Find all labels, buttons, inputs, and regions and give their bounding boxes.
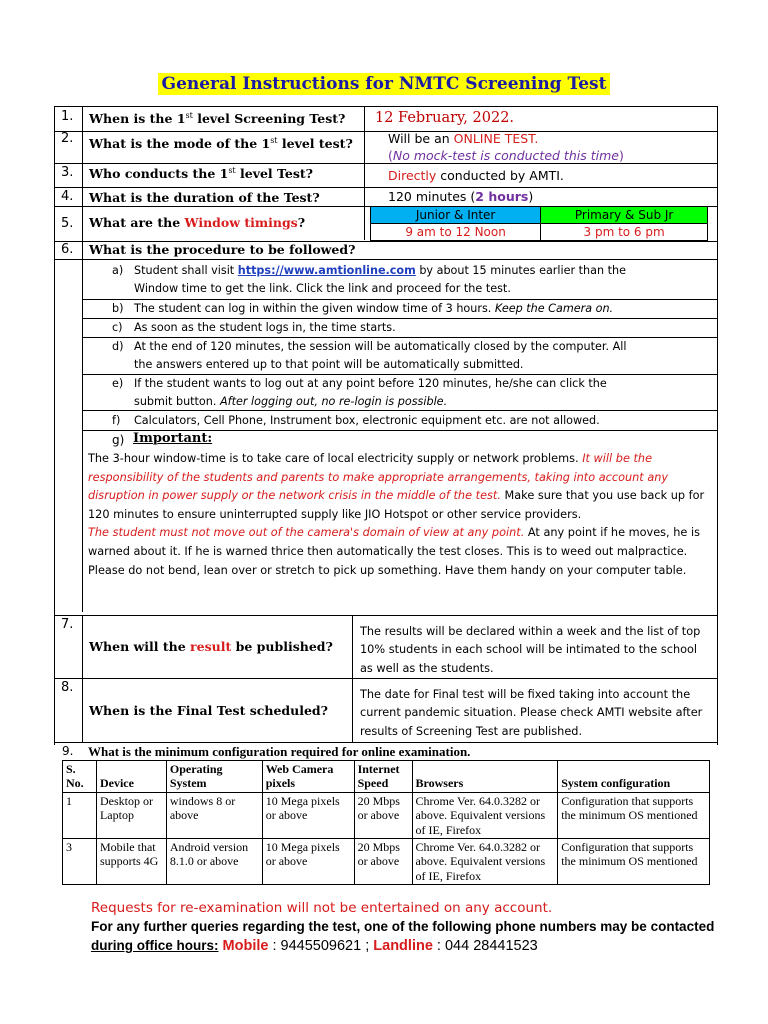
row-divider — [54, 163, 718, 164]
procedure-item-b: The student can log in within the given window time of 3 hours. Keep the Camera on. — [134, 302, 614, 315]
header-system-config: System configuration — [558, 761, 710, 793]
procedure-letter: e) — [112, 377, 124, 390]
procedure-item-a: Student shall visit https://www.amtionline.com by about 15 minutes earlier than the — [134, 264, 627, 277]
question-test-mode: What is the mode of the 1st level test? — [89, 136, 353, 152]
row-number: 9. — [62, 744, 74, 758]
mobile-number: : 9445509621 ; — [268, 938, 374, 954]
answer-result: The results will be declared within a week and the list of top 10% students in each school will be intimated to the school as well as the students. — [360, 625, 701, 675]
page-title — [0, 74, 768, 94]
row-number: 6. — [61, 242, 74, 257]
header-browsers: Browsers — [412, 761, 558, 793]
row-number: 7. — [61, 617, 74, 632]
window-header-primary-subjr: Primary & Sub Jr — [541, 207, 708, 224]
table-cell: 3 — [63, 839, 97, 885]
table-cell: Chrome Ver. 64.0.3282 or above. Equivalent versions of IE, Firefox — [412, 839, 558, 885]
header-camera: Web Camera pixels — [262, 761, 354, 793]
answer-duration: 120 minutes (2 hours) — [388, 189, 534, 204]
important-text: The 3-hour window-time is to take care of local electricity supply or network problems. It will be the responsibility of the students and parents to make appropriate arrangements, taking into account any disruption in power supply or the network crisis in the middle of the test. Make sure that you use back up for 120 minutes to ensure uninterrupted supply like JIO Hotspot or other service providers. The student must not move out of the camera's domain of view at any point. At any point if he moves, he is warned about it. If he is warned thrice then automatically the test closes. This is to weed out malpractice. Please do not bend, lean over or stretch to pick up something. Have them handy on your computer table. — [88, 452, 705, 577]
row-number: 3. — [61, 165, 74, 180]
question-conducted-by: Who conducts the 1st level Test? — [89, 166, 313, 182]
procedure-letter: g) — [112, 433, 125, 447]
row-number: 8. — [61, 680, 74, 695]
header-os: Operating System — [166, 761, 262, 793]
office-hours-label: during office hours: — [91, 938, 219, 953]
procedure-item-d-cont: the answers entered up to that point will be automatically submitted. — [134, 358, 524, 371]
table-cell: 1 — [63, 792, 97, 838]
header-speed: Internet Speed — [354, 761, 412, 793]
number-column-divider-lower — [82, 616, 83, 742]
question-screening-date: When is the 1st level Screening Test? — [89, 111, 346, 127]
answer-screening-date: 12 February, 2022. — [375, 110, 515, 126]
question-result: When will the result be published? — [89, 639, 333, 654]
row-divider — [54, 742, 718, 743]
procedure-letter: f) — [112, 414, 121, 427]
re-exam-notice: Requests for re-examination will not be entertained on any account. — [91, 900, 553, 916]
procedure-item-e-cont: submit button. After logging out, no re-login is possible. — [134, 395, 448, 408]
header-device: Device — [96, 761, 166, 793]
row-divider — [54, 259, 718, 260]
header-sno: S. No. — [63, 761, 97, 793]
procedure-item-a-cont: Window time to get the link. Click the link and proceed for the test. — [134, 282, 511, 295]
row-divider — [82, 318, 718, 319]
table-row — [63, 839, 710, 885]
answer-column-divider — [364, 106, 365, 240]
row-divider — [54, 187, 718, 188]
table-cell: Chrome Ver. 64.0.3282 or above. Equivalent versions of IE, Firefox — [412, 792, 558, 838]
mobile-label: Mobile — [222, 938, 269, 954]
window-timings-table — [370, 206, 708, 241]
table-cell: Desktop or Laptop — [96, 792, 166, 838]
question-duration: What is the duration of the Test? — [89, 190, 320, 205]
table-row — [63, 792, 710, 838]
answer-test-mode: Will be an ONLINE TEST. — [388, 131, 539, 146]
table-cell: Configuration that supports the minimum OS mentioned — [558, 792, 710, 838]
question-procedure: What is the procedure to be followed? — [89, 242, 356, 257]
row-divider — [82, 410, 718, 411]
row-divider — [82, 374, 718, 375]
answer-column-divider-lower — [352, 616, 353, 742]
window-time-primary-subjr: 3 pm to 6 pm — [541, 224, 708, 241]
procedure-letter: c) — [112, 321, 123, 334]
answer-conducted-by: Directly conducted by AMTI. — [388, 168, 564, 183]
row-number: 1. — [61, 109, 74, 124]
window-time-junior-inter: 9 am to 12 Noon — [371, 224, 541, 241]
procedure-letter: b) — [112, 302, 124, 315]
answer-final-test: The date for Final test will be fixed taking into account the current pandemic situation. Please check AMTI website after results of Screening Test are published. — [360, 688, 703, 738]
question-configuration: What is the minimum configuration required for online examination. — [88, 744, 471, 759]
amti-website-link[interactable]: https://www.amtionline.com — [237, 264, 416, 277]
table-cell: Configuration that supports the minimum OS mentioned — [558, 839, 710, 885]
row-number: 5. — [61, 216, 74, 231]
procedure-item-d: At the end of 120 minutes, the session will be automatically closed by the computer. All — [134, 340, 627, 353]
answer-test-mode-note: (No mock-test is conducted this time) — [388, 148, 624, 163]
table-cell: Mobile that supports 4G — [96, 839, 166, 885]
configuration-table — [62, 760, 710, 885]
title-text: General Instructions for NMTC Screening Test — [158, 73, 611, 95]
row-divider — [82, 337, 718, 338]
queries-notice: For any further queries regarding the test, one of the following phone numbers may be contacted — [91, 919, 715, 934]
row-divider — [54, 131, 718, 132]
table-cell: Android version 8.1.0 or above — [166, 839, 262, 885]
procedure-letter: a) — [112, 264, 124, 277]
row-divider — [54, 615, 718, 616]
question-window-timings: What are the Window timings? — [89, 215, 306, 230]
table-cell: 10 Mega pixels or above — [262, 792, 354, 838]
table-cell: windows 8 or above — [166, 792, 262, 838]
question-final-test: When is the Final Test scheduled? — [89, 703, 329, 718]
landline-number: : 044 28441523 — [432, 938, 538, 954]
procedure-item-c: As soon as the student logs in, the time starts. — [134, 321, 396, 334]
procedure-item-f: Calculators, Cell Phone, Instrument box, electronic equipment etc. are not allowed. — [134, 414, 600, 427]
row-divider — [82, 299, 718, 300]
important-heading: Important: — [133, 431, 213, 446]
procedure-item-e: If the student wants to log out at any point before 120 minutes, he/she can click the — [134, 377, 607, 390]
row-number: 4. — [61, 189, 74, 204]
procedure-letter: d) — [112, 340, 124, 353]
landline-label: Landline — [373, 938, 433, 954]
window-header-junior-inter: Junior & Inter — [371, 207, 541, 224]
table-cell: 10 Mega pixels or above — [262, 839, 354, 885]
table-cell: 20 Mbps or above — [354, 839, 412, 885]
number-column-divider — [82, 106, 83, 612]
contact-line — [91, 938, 538, 954]
table-cell: 20 Mbps or above — [354, 792, 412, 838]
row-number: 2. — [61, 131, 74, 146]
